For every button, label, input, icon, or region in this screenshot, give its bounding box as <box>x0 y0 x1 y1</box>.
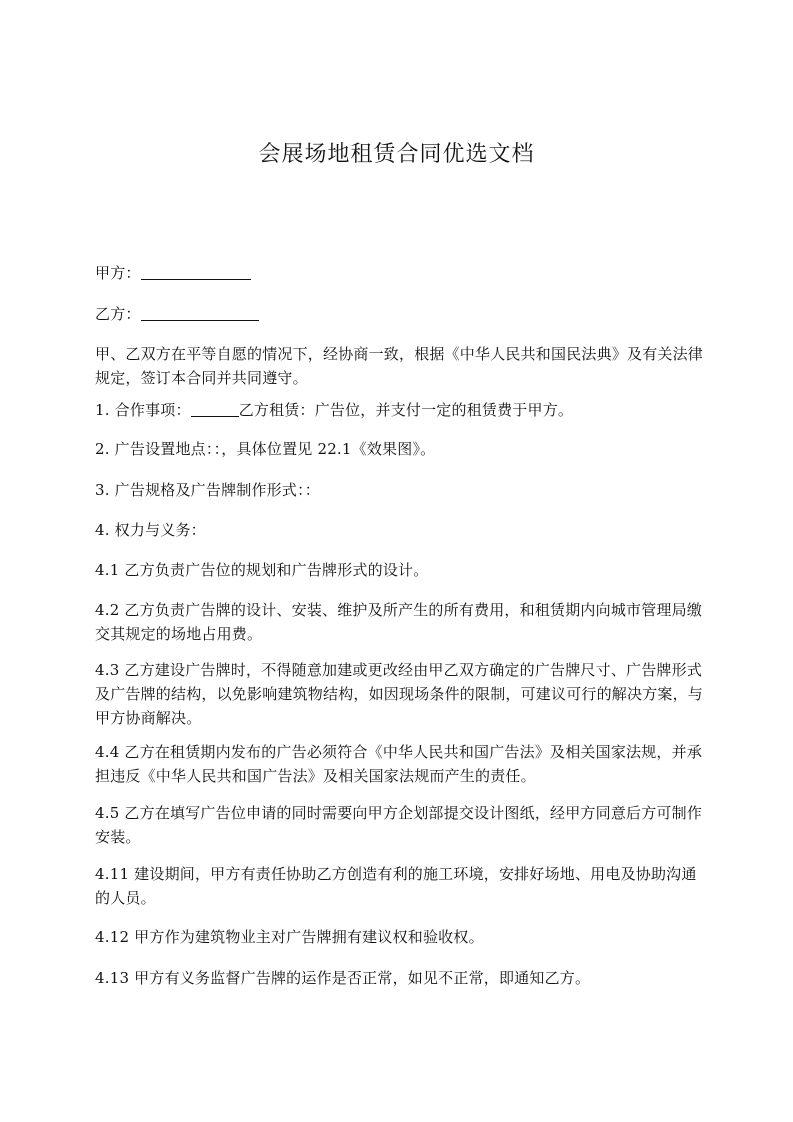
item-4-heading: 4. 权力与义务： <box>95 521 206 539</box>
item-2-line: 2. 广告设置地点：：，具体位置见 22.1《效果图》。 <box>95 440 436 458</box>
item-4-11-paragraph: 4.11 建设期间，甲方有责任协助乙方创造有利的施工环境，安排好场地、用电及协助沟通的人员。 <box>95 865 697 907</box>
party-a-label: 甲方： <box>95 264 141 282</box>
party-a-line <box>95 261 707 285</box>
item-3-line: 3. 广告规格及广告牌制作形式：： <box>95 481 320 499</box>
item-1-suffix: 乙方租赁：广告位，并支付一定的租赁费于甲方。 <box>238 401 574 419</box>
item-4-12-paragraph: 4.12 甲方作为建筑物业主对广告牌拥有建议权和验收权。 <box>95 928 484 946</box>
item-1-line <box>95 398 707 422</box>
item-4-5-paragraph: 4.5 乙方在填写广告位申请的同时需要向甲方企划部提交设计图纸，经甲方同意后方可制作安装。 <box>95 804 703 846</box>
item-4-13-paragraph: 4.13 甲方有义务监督广告牌的运作是否正常，如见不正常，即通知乙方。 <box>95 969 591 987</box>
party-b-blank <box>141 304 259 321</box>
item-1-blank <box>191 400 239 417</box>
intro-paragraph: 甲、乙双方在平等自愿的情况下，经协商一致，根据《中华人民共和国民法典》及有关法律规定，签订本合同并共同遵守。 <box>95 345 704 387</box>
party-b-label: 乙方： <box>95 305 141 323</box>
item-1-prefix: 1. 合作事项： <box>95 401 191 419</box>
party-b-line <box>95 302 707 326</box>
item-4-2-paragraph: 4.2 乙方负责广告牌的设计、安装、维护及所产生的所有费用，和租赁期内向城市管理局缴交其规定的场地占用费。 <box>95 601 703 643</box>
item-4-3-paragraph: 4.3 乙方建设广告牌时，不得随意加建或更改经由甲乙双方确定的广告牌尺寸、广告牌形式及广告牌的结构，以免影响建筑物结构，如因现场条件的限制，可建议可行的解决方案，与甲方协商解决。 <box>95 661 704 727</box>
document-title: 会展场地租赁合同优选文档 <box>258 142 535 167</box>
item-4-4-paragraph: 4.4 乙方在租赁期内发布的广告必须符合《中华人民共和国广告法》及相关国家法规，并承担违反《中华人民共和国广告法》及相关国家法规而产生的责任。 <box>95 743 703 785</box>
party-a-blank <box>141 263 251 280</box>
item-4-1-paragraph: 4.1 乙方负责广告位的规划和广告牌形式的设计。 <box>95 561 429 579</box>
